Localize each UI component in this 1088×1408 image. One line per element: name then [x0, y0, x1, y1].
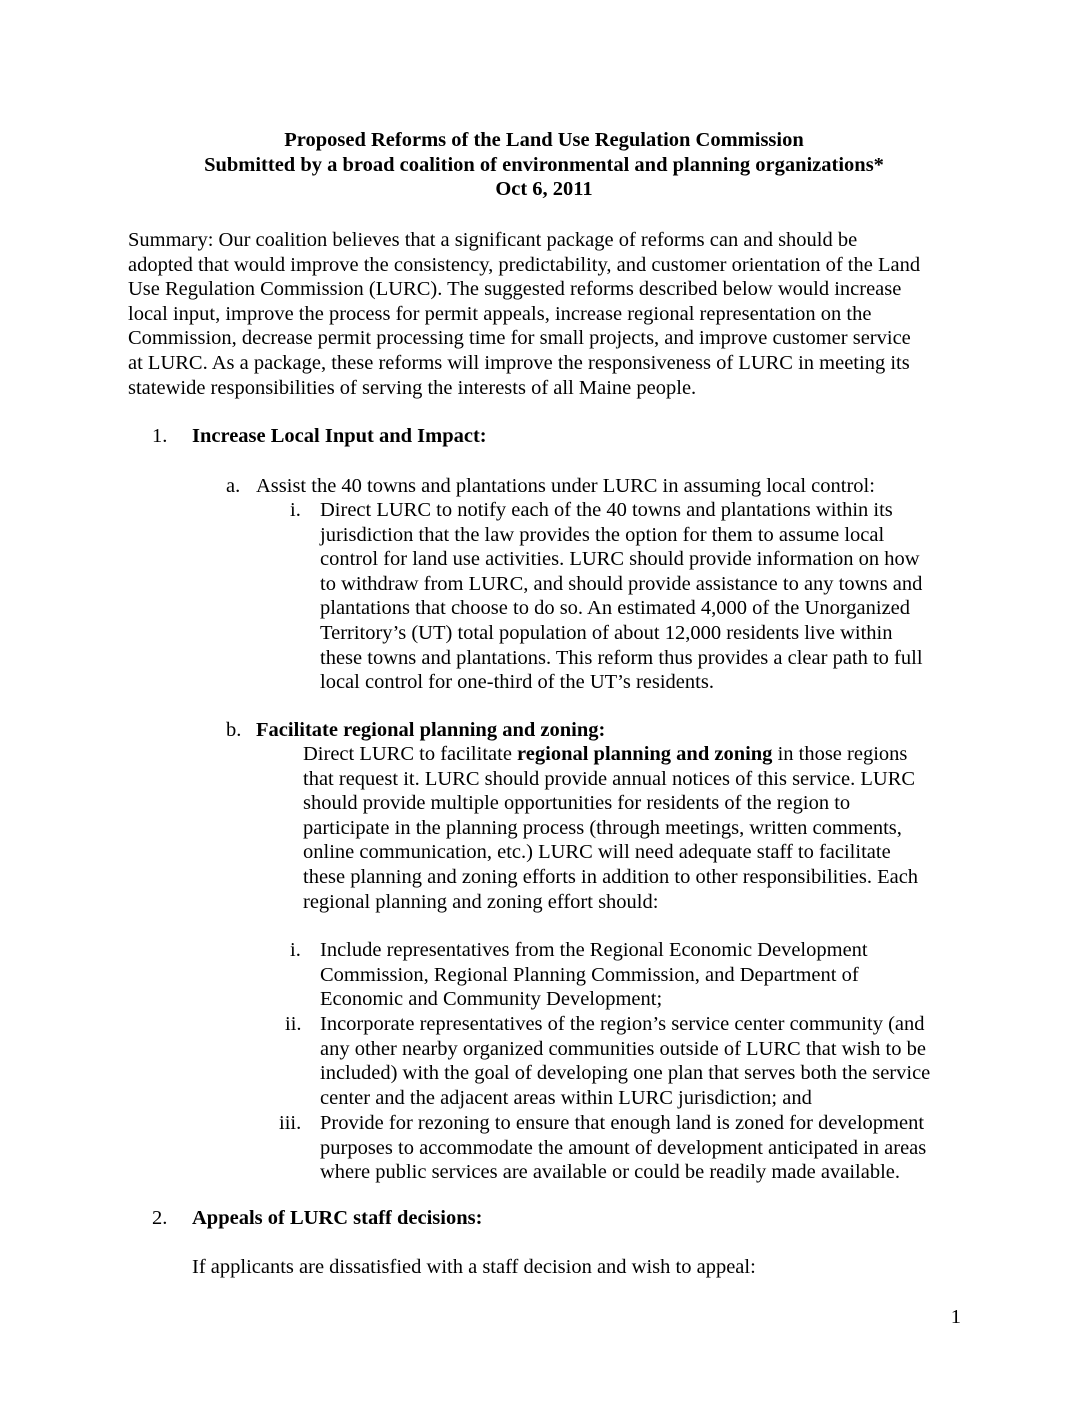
text-line	[303, 742, 918, 767]
text-line: included) with the goal of developing one plan that serves both the service	[320, 1062, 931, 1085]
page-number: 1	[950, 1306, 961, 1328]
item-b-ii-text	[320, 1012, 930, 1110]
item-b-i-numeral: i.	[290, 939, 301, 961]
summary-line: local input, improve the process for permit appeals, increase regional representation on the	[128, 302, 872, 325]
document-title-block	[0, 128, 1088, 202]
item-b-i-text	[320, 938, 868, 1012]
text-line: Commission, Regional Planning Commission, and Department of	[320, 963, 859, 986]
section-2-intro: If applicants are dissatisfied with a staff decision and wish to appeal:	[192, 1256, 756, 1278]
text-line: Include representatives from the Regional Economic Development	[320, 939, 868, 961]
emphasis-text: regional planning and zoning	[517, 743, 773, 765]
text-line: local control for one-third of the UT’s residents.	[320, 671, 714, 694]
text-line: Direct LURC to notify each of the 40 towns and plantations within its	[320, 499, 893, 521]
section-2-heading: Appeals of LURC staff decisions:	[192, 1207, 483, 1229]
text-line: participate in the planning process (through meetings, written comments,	[303, 816, 902, 839]
text-line: regional planning and zoning effort should:	[303, 890, 659, 913]
text-line: that request it. LURC should provide annual notices of this service. LURC	[303, 767, 916, 790]
item-b-iii-text	[320, 1111, 926, 1185]
text-line: Territory’s (UT) total population of about 12,000 residents live within	[320, 621, 893, 644]
text-line: these towns and plantations. This reform thus provides a clear path to full	[320, 646, 923, 669]
text-line: plantations that choose to do so. An estimated 4,000 of the Unorganized	[320, 597, 911, 620]
summary-line: Summary: Our coalition believes that a significant package of reforms can and should be	[128, 229, 858, 251]
item-b-letter: b.	[226, 719, 242, 741]
text-line: any other nearby organized communities outside of LURC that wish to be	[320, 1037, 926, 1060]
summary-line: Use Regulation Commission (LURC). The suggested reforms described below would increase	[128, 278, 902, 301]
text-line: Provide for rezoning to ensure that enough land is zoned for development	[320, 1112, 925, 1134]
section-2-number: 2.	[152, 1207, 168, 1229]
text-line: where public services are available or could be readily made available.	[320, 1161, 900, 1184]
section-1-heading: Increase Local Input and Impact:	[192, 425, 487, 447]
summary-line: statewide responsibilities of serving the interests of all Maine people.	[128, 376, 697, 399]
text-line: online communication, etc.) LURC will need adequate staff to facilitate	[303, 841, 891, 864]
summary-line: adopted that would improve the consistency, predictability, and customer orientation of the Land	[128, 253, 921, 276]
summary-line: at LURC. As a package, these reforms will improve the responsiveness of LURC in meeting its	[128, 351, 910, 374]
document-date: Oct 6, 2011	[495, 178, 593, 201]
text-line: to withdraw from LURC, and should provide assistance to any towns and	[320, 572, 923, 595]
text-line: Economic and Community Development;	[320, 988, 663, 1011]
document-subtitle: Submitted by a broad coalition of environmental and planning organizations*	[204, 153, 884, 176]
text-line: Incorporate representatives of the region’s service center community (and	[320, 1013, 925, 1035]
text-line: jurisdiction that the law provides the option for them to assume local	[320, 523, 885, 546]
item-b-intro	[303, 742, 918, 914]
item-b-iii-numeral: iii.	[279, 1112, 302, 1134]
text-run: in those regions	[772, 743, 908, 765]
text-line: these planning and zoning efforts in addition to other responsibilities. Each	[303, 865, 919, 888]
item-b-ii-numeral: ii.	[285, 1013, 302, 1035]
document-title: Proposed Reforms of the Land Use Regulation Commission	[284, 129, 804, 151]
summary-line: Commission, decrease permit processing time for small projects, and improve customer service	[128, 327, 911, 350]
item-a-letter: a.	[226, 475, 241, 497]
item-a-i-numeral: i.	[290, 499, 301, 521]
text-line: center and the adjacent areas within LURC jurisdiction; and	[320, 1086, 812, 1109]
text-line: should provide multiple opportunities for residents of the region to	[303, 792, 851, 815]
item-a-text: Assist the 40 towns and plantations under LURC in assuming local control:	[256, 475, 875, 497]
item-b-heading: Facilitate regional planning and zoning:	[256, 719, 606, 741]
text-line: control for land use activities. LURC should provide information on how	[320, 548, 920, 571]
summary-paragraph	[128, 228, 920, 400]
item-a-i-text	[320, 498, 923, 695]
text-run: Direct LURC to facilitate	[303, 743, 518, 765]
text-line: purposes to accommodate the amount of development anticipated in areas	[320, 1136, 927, 1159]
section-1-number: 1.	[152, 425, 168, 447]
